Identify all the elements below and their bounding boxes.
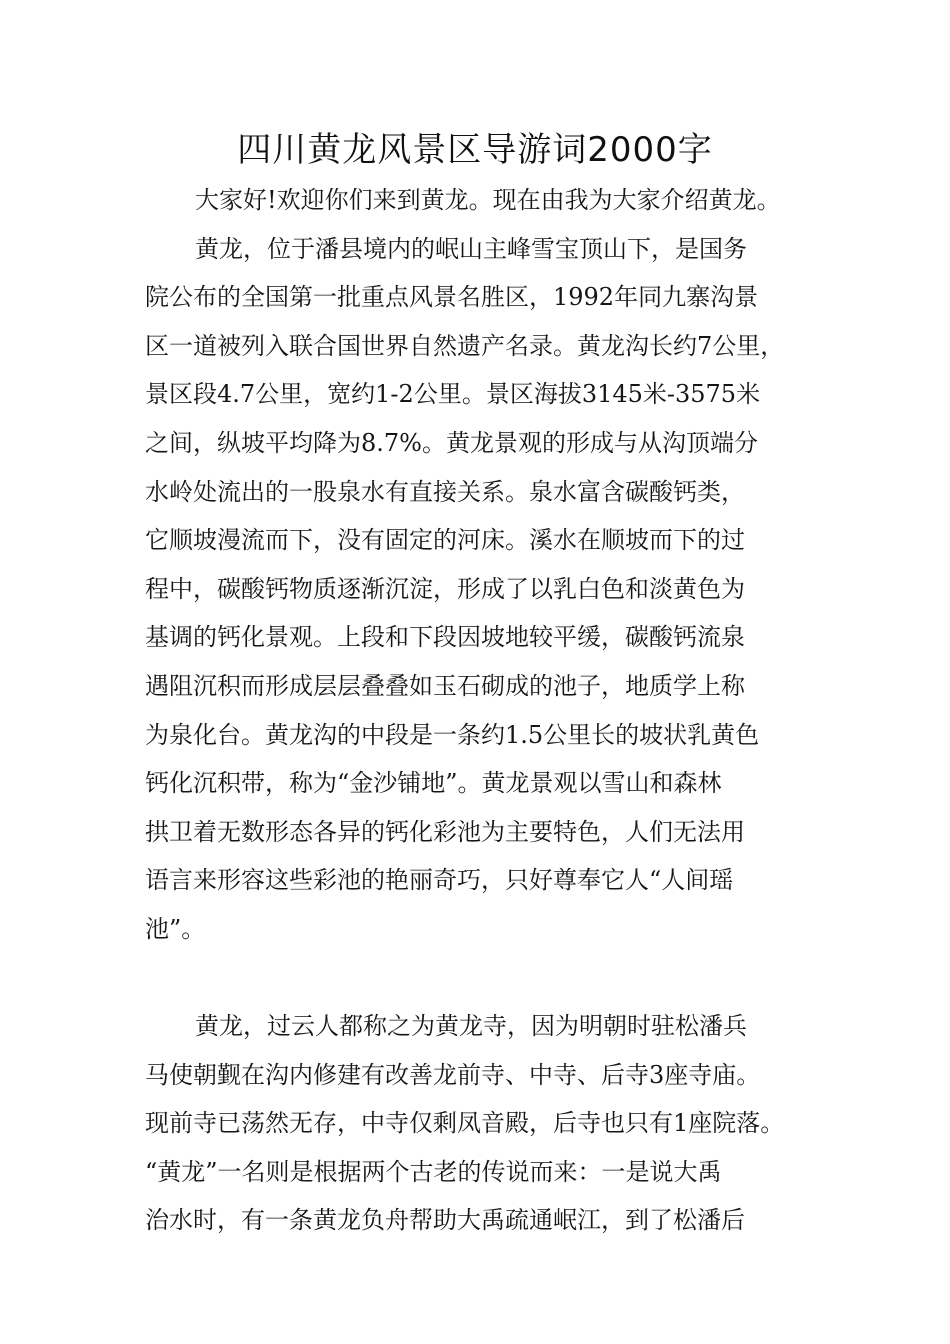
- text-line: 它顺坡漫流而下，没有固定的河床。溪水在顺坡而下的过: [145, 526, 745, 555]
- text-line: 马使朝觐在沟内修建有改善龙前寺、中寺、后寺3座寺庙。: [145, 1060, 761, 1089]
- text-line: 治水时，有一条黄龙负舟帮助大禹疏通岷江，到了松潘后: [145, 1206, 745, 1235]
- text-line: 之间，纵坡平均降为8.7%。黄龙景观的形成与从沟顶端分: [145, 428, 758, 457]
- text-line: 景区段4.7公里，宽约1-2公里。景区海拔3145米-3575米: [145, 380, 761, 409]
- text-line: 程中，碳酸钙物质逐渐沉淀，形成了以乳白色和淡黄色为: [145, 574, 745, 603]
- document-title: 四川黄龙风景区导游词2000字: [237, 130, 713, 170]
- text-line-greeting: 大家好!欢迎你们来到黄龙。现在由我为大家介绍黄龙。: [195, 186, 781, 214]
- text-line: 现前寺已荡然无存，中寺仅剩凤音殿，后寺也只有1座院落。: [145, 1109, 785, 1138]
- text-line: 水岭处流出的一股泉水有直接关系。泉水富含碳酸钙类，: [145, 477, 745, 506]
- text-line: 拱卫着无数形态各异的钙化彩池为主要特色，人们无法用: [145, 817, 745, 846]
- text-line: 黄龙，位于潘县境内的岷山主峰雪宝顶山下，是国务: [195, 234, 747, 263]
- text-line: “黄龙”一名则是根据两个古老的传说而来：一是说大禹: [145, 1157, 722, 1186]
- text-line: 为泉化台。黄龙沟的中段是一条约1.5公里长的坡状乳黄色: [145, 720, 760, 749]
- text-line: 遇阻沉积而形成层层叠叠如玉石砌成的池子，地质学上称: [145, 671, 745, 700]
- text-line: 院公布的全国第一批重点风景名胜区，1992年同九寨沟景: [145, 283, 759, 312]
- text-line: 语言来形容这些彩池的艳丽奇巧，只好尊奉它人“人间瑶: [145, 866, 734, 895]
- text-line: 钙化沉积带，称为“金沙铺地”。黄龙景观以雪山和森林: [145, 769, 722, 798]
- text-line: 黄龙，过云人都称之为黄龙寺，因为明朝时驻松潘兵: [195, 1012, 747, 1041]
- text-line: 池”。: [145, 914, 206, 943]
- document-body: [145, 180, 815, 1249]
- paragraph-gap: [145, 958, 815, 1007]
- text-line: 区一道被列入联合国世界自然遗产名录。黄龙沟长约7公里，: [145, 331, 785, 360]
- text-line: 基调的钙化景观。上段和下段因坡地较平缓，碳酸钙流泉: [145, 623, 745, 652]
